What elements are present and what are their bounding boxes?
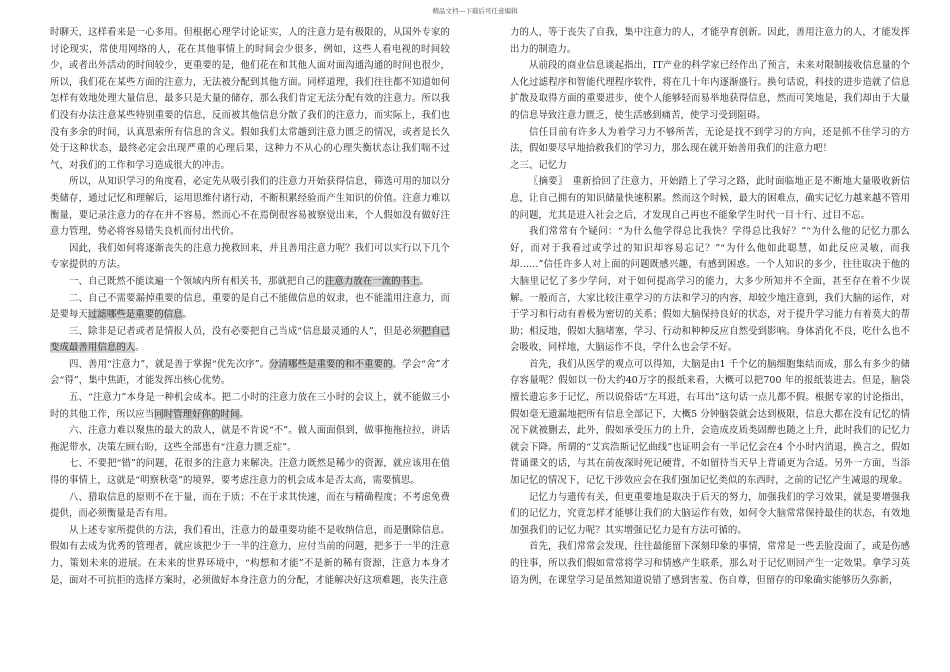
- left-paragraph: [50, 490, 450, 523]
- text-run: 我们常常有个疑问：“为什么他学得总比我快？学得总比我好？”“为什么他的记忆力那么好，而对于我看过或学过的知识却容易忘记？”“为什么他如此聪慧，如此反应灵敏，而我却……”信任许多人对上面的问题既感兴趣，有感到困惑。一个人知识的多少，往往取决于他的大脑里记忆了多少学问，对于如何提高学习的能力，大多少所知并不全面，甚至存在着不少误解。一般而言，大家比较注重学习的方法和学习的内容，却较少地注意到，我们大脑的运作，对于学习和行动有着极为密切的关系；假如大脑保持良好的状态，对于提升学习能力有着莫大的帮助；相反地，假如大脑堵塞，学习、行动和种种反应自然受到影响。身体消化不良，吃什么也不会吸收，同样地，大脑运作不良，学什么也会学不好。: [510, 226, 910, 354]
- right-paragraph: [510, 174, 910, 224]
- right-paragraph: [510, 224, 910, 357]
- text-run: 。学会“舍”才会“得”，集中焦距，才能发挥出核心优势。: [50, 358, 450, 387]
- text-run: 信任目前有许多人为着学习力不够所苦，无论是找不到学习的方向，还是抓不住学习的方法，假如要尽早地拾救我们的学习力，那么现在就开始善用我们的注意力吧！: [510, 126, 910, 155]
- text-run: 〖摘要〗 重新拾回了注意力，开始踏上了学习之路，此时面临地正是不断地大量吸收新信息，让自己拥有的知识储量快速积累。然而这个时候，最大的困难点，确实记忆力越来越不管用的问题，尤其是进入社会之后，才发现自己再也不能象学生时代一目十行、过目不忘。: [510, 176, 910, 221]
- right-paragraph: [510, 490, 910, 540]
- page-header: 精品文档---下载后可任意编辑: [432, 7, 518, 15]
- left-paragraph: [50, 241, 450, 274]
- right-paragraph: [510, 539, 910, 589]
- left-paragraph: [50, 291, 450, 324]
- left-paragraph: [50, 25, 450, 174]
- left-paragraph: [50, 174, 450, 240]
- left-paragraph: [50, 357, 450, 390]
- left-column: [50, 25, 450, 589]
- highlighted-text: 过滤哪些是重要的信息: [87, 309, 183, 321]
- text-run: 因此，我们如何将逐渐丧失的注意力挽救回来，并且善用注意力呢？我们可以实行以下几个专家提供的方法。: [50, 242, 450, 271]
- highlighted-text: 注意力放在一流的书上: [324, 275, 420, 287]
- text-run: 六、注意力难以聚焦的最大的敌人，就是不肯说“不”。做人面面俱到，做事拖拖拉拉，讲话拖泥带水，决策左顾右盼，这些全部患有“注意力匮乏症”。: [50, 425, 450, 453]
- text-run: 四、善用“注意力”，就是善于掌握“优先次序”。: [69, 358, 270, 370]
- text-run: 二、自己不需要漏掉重要的信息，重要的是自己不能做信息的奴隶，也不能滥用注意力，而是要每天: [50, 292, 450, 321]
- right-paragraph: [510, 58, 910, 124]
- text-run: 。: [239, 408, 249, 420]
- text-run: 五、“注意力”本身是一种机会成本。把二小时的注意力放在三小时的会议上，就不能做三小时的其他工作，所以应当: [50, 392, 450, 420]
- left-paragraph: [50, 523, 450, 589]
- left-paragraph: [50, 390, 450, 423]
- text-run: 八、猎取信息的原则不在于量，而在于质；不在于求其快速，而在与精确程度；不考虑免费提供，而必须衡量是否有用。: [50, 491, 450, 520]
- text-run: 所以，从知识学习的角度看，必定先从吸引我们的注意力开始获得信息，筛选可用的加以分类储存，通过记忆和理解后，运用思维付诸行动，不断积累经验而产生知识的价值。注意力难以衡量，要记录注意力的存在并不容易，然而心不在焉倒很容易被察觉出来，个人假如没有做好注意力管理，势必将容易错失良机而付出代价。: [50, 176, 450, 238]
- right-column: [510, 25, 910, 589]
- left-paragraph: [50, 324, 450, 357]
- right-paragraph: [510, 158, 910, 175]
- highlighted-text: 把自己变成最善用信息的人: [50, 325, 450, 354]
- text-run: 一、自己既然不能读遍一个领域内所有相关书，那就把自己的: [69, 275, 325, 287]
- right-paragraph: [510, 125, 910, 158]
- text-run: 。: [419, 275, 430, 287]
- text-run: 三、除非是记者或者是情报人员，没有必要把自己当成“信息最灵通的人”，但是必须: [69, 325, 422, 337]
- text-run: 之三、记忆力: [510, 159, 567, 171]
- right-paragraph: [510, 357, 910, 490]
- text-run: 。: [182, 309, 193, 321]
- left-paragraph: [50, 274, 450, 291]
- left-paragraph: [50, 456, 450, 489]
- text-run: 记忆力与遗传有关，但更重要地是取决于后天的努力，加强我们的学习效果，就是要增强我们的记忆力，究竟怎样才能够让我们的大脑运作有效，如何令大脑常常保持最佳的状态，有效地加强我们的记忆力呢？其实增强记忆力是有方法可循的。: [510, 491, 910, 536]
- text-run: 从前段的商业信息谈起指出，IT产业的科学家已经作出了预言，未来对限制接收信息量的个人化过滤程序和智能代理程序软件，将在几十年内逐渐盛行。换句话说，科技的进步造就了信息扩散及取得方面的重要进步，使个人能够轻而易举地获得信息，然而可笑地是，我们却由于大量的信息导致注意力匮乏，使生活感到痛苦，使学习受到阻碍。: [510, 60, 910, 121]
- highlighted-text: 同时管理好你的时间: [154, 408, 240, 420]
- right-paragraph: [510, 25, 910, 58]
- text-run: 力的人，等于丧失了自我，集中注意力的人，才能孕育创新。因此，善用注意力的人，才能发挥出力的制造力。: [510, 27, 910, 55]
- highlighted-text: 分清哪些是重要的和不重要的: [269, 358, 393, 370]
- text-run: 七、不要把“错”的问题，花很多的注意力来解决。注意力既然是稀少的资源，就应该用在值得的事情上，这就是“明察秋毫”的境界，要考虑注意力的机会成本是否太高，需要慎思。: [50, 458, 450, 487]
- text-run: 从上述专家所提供的方法，我们看出，注意力的最重要功能不是收纳信息，而是删除信息。假如有去成为优秀的管理者，就应该把少于一半的注意力，应付当前的问题，把多于一半的注意力，策划未来的进展。在未来的世界环境中，“构想和才能”不是新的稀有资源，注意力本身才是，面对不可抗拒的选择方案时，必须做好本身注意力的分配，才能解决好这项难题，丧失注意: [50, 524, 450, 586]
- text-run: 。: [135, 342, 145, 354]
- text-run: 首先，我们常常会发现，往往最能留下深刻印象的事情，常常是一些丢脸没面了，或是伤感的往事，所以我们假如常常将学习和情感产生联系，那么对于记忆则回产生一定效果。拿学习英语为例，在课堂学习是虽然知道说错了感到害羞、伤自尊，但留存的印象确实能够历久弥新，: [510, 541, 910, 586]
- text-run: 时聊天，这样看来是一心多用。但根据心理学讨论证实，人的注意力是有极限的，从国外专家的讨论现实，常使用网络的人，花在其他事情上的时间会少很多，例如，这些人看电视的时间较少，或者出外活动的时间较少，更重要的是，他们花在和其他人面对面沟通沟通的时间也很少，所以，我们花在某些方面的注意力，无法被分配到其他方面。同样道理，我们往往都不知道如何怎样有效地处理大量信息，最多只是大量的储存，那么我们肯定无法分配有效的注意力。所以我们没有办法注意某些特别重要的信息，反而被其他信息分散了我们的注意力，而实际上，我们也没有多余的时间，认真思索所有信息的含义。假如我们太常趟到注意力匮乏的情况，或者是长久处于这种状态，最终必定会出现严重的心理后果，这种力不从心的心理失衡状态让我们喘不过气，对我们的工作和学习造成很大的冲击。: [50, 27, 450, 171]
- text-run: 首先，我们从医学的观点可以得知，大脑是由1 千个亿的脑细胞集结而成，那么有多少的储存容量呢？假如以一份大约40万字的报纸来看，大概可以把700 年的报纸装进去。但是，脑袋擅长遗忘多于记忆，所以说俗话“左耳进，右耳出”这句话一点儿都不假。根据专家的讨论指出，假如毫无遗漏地把所有信息全部记下，大概5 分钟脑袋就会达到极限，信息大都在没有记忆的情况下就被删去，此外，假如承受压力的上升，会造成皮质类固醇也随之上升，此时我们的记忆力就会下降。所谓的“艾宾浩斯记忆曲线”也证明会有一半记忆会在4 个小时内消退，换言之，假如背诵课文的话，与其在前夜深时死记硬背，不如留待当天早上背诵更为合适。另外一方面，当添加记忆的情况下，记忆干涉效应会在我们强加记忆类似的东西时，之前的记忆产生减退的现象。: [510, 358, 910, 487]
- left-paragraph: [50, 423, 450, 456]
